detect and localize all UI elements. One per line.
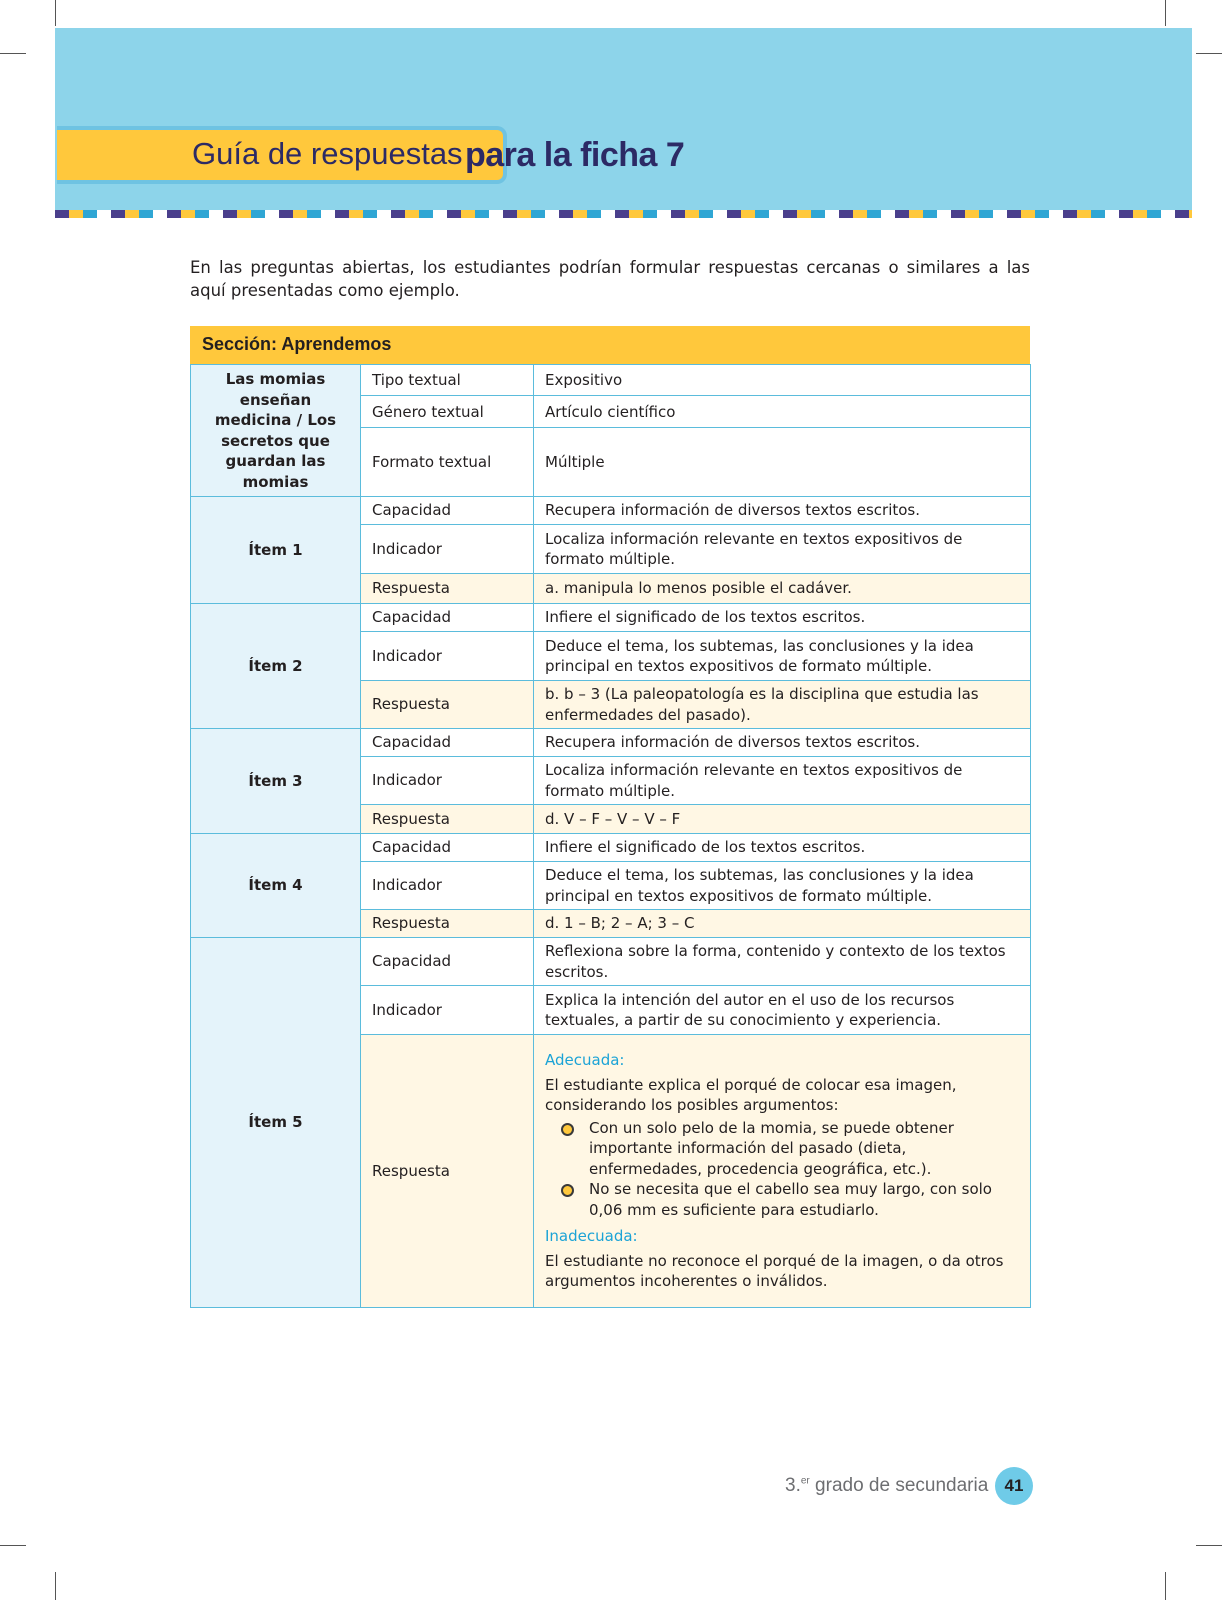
title-pill (57, 126, 507, 184)
adecuada-text: El estudiante explica el porqué de colocar esa imagen, considerando los posibles argumentos: (545, 1075, 957, 1115)
table-row (191, 938, 1031, 986)
crop-mark (0, 1545, 26, 1546)
row-value: Deduce el tema, los subtemas, las conclusiones y la idea principal en textos expositivos de formato múltiple. (534, 632, 1031, 681)
row-label: Capacidad (361, 834, 534, 862)
row-label: Capacidad (361, 729, 534, 757)
grade-number: 3. (785, 1475, 801, 1496)
grade-label (785, 1475, 988, 1497)
page-title-left: Guía de respuestas (192, 136, 463, 171)
answer-sheet (190, 326, 1030, 1308)
row-value: b. b – 3 (La paleopatología es la disciplina que estudia las enfermedades del pasado). (534, 681, 1031, 729)
answer-table (190, 364, 1031, 1308)
row-value: Localiza información relevante en textos expositivos de formato múltiple. (534, 525, 1031, 574)
row-value: Explica la intención del autor en el uso de los recursos textuales, a partir de su conocimiento y experiencia. (534, 986, 1031, 1035)
item-title: Ítem 1 (191, 497, 361, 604)
row-label: Capacidad (361, 497, 534, 525)
row-value: Expositivo (534, 365, 1031, 396)
crop-mark (1196, 1545, 1222, 1546)
row-label: Formato textual (361, 428, 534, 497)
row-label: Capacidad (361, 604, 534, 632)
row-value: d. V – F – V – V – F (534, 805, 1031, 834)
row-label: Indicador (361, 986, 534, 1035)
table-row (191, 834, 1031, 862)
adecuada-label: Adecuada: (545, 1051, 625, 1070)
header-banner (55, 28, 1192, 218)
crop-mark (1165, 0, 1166, 26)
row-value: Artículo científico (534, 396, 1031, 428)
crop-mark (1165, 1572, 1166, 1600)
row-label: Indicador (361, 525, 534, 574)
row-value: d. 1 – B; 2 – A; 3 – C (534, 910, 1031, 938)
row-value: Recupera información de diversos textos escritos. (534, 497, 1031, 525)
row-value: Recupera información de diversos textos escritos. (534, 729, 1031, 757)
inadecuada-label: Inadecuada: (545, 1227, 638, 1246)
row-label: Respuesta (361, 805, 534, 834)
item-title: Ítem 3 (191, 729, 361, 834)
row-value: Infiere el significado de los textos escritos. (534, 834, 1031, 862)
item-title: Ítem 2 (191, 604, 361, 729)
table-row (191, 497, 1031, 525)
row-label: Respuesta (361, 681, 534, 729)
dashed-divider (55, 210, 1192, 218)
argument-list (545, 1118, 1019, 1221)
page-number-badge: 41 (995, 1467, 1033, 1505)
crop-mark (0, 53, 26, 54)
list-item: No se necesita que el cabello sea muy largo, con solo 0,06 mm es suficiente para estudiarlo. (545, 1179, 1019, 1220)
list-item: Con un solo pelo de la momia, se puede obtener importante información del pasado (dieta, enfermedades, procedencia geográfica, etc.). (545, 1118, 1019, 1180)
row-value: Infiere el significado de los textos escritos. (534, 604, 1031, 632)
row-value: Reflexiona sobre la forma, contenido y contexto de los textos escritos. (534, 938, 1031, 986)
crop-mark (1196, 53, 1222, 54)
row-label: Respuesta (361, 574, 534, 604)
row-label: Indicador (361, 632, 534, 681)
crop-mark (55, 0, 56, 26)
row-value: Múltiple (534, 428, 1031, 497)
row-label: Capacidad (361, 938, 534, 986)
grade-ordinal: er (800, 1475, 810, 1487)
row-value: Deduce el tema, los subtemas, las conclusiones y la idea principal en textos expositivos de formato múltiple. (534, 862, 1031, 910)
table-row (191, 729, 1031, 757)
crop-mark (55, 1572, 56, 1600)
row-value: Localiza información relevante en textos expositivos de formato múltiple. (534, 757, 1031, 805)
row-label: Indicador (361, 862, 534, 910)
row-label: Respuesta (361, 910, 534, 938)
item-title: Ítem 4 (191, 834, 361, 938)
page-footer (785, 1467, 1035, 1507)
page-title-right: para la ficha 7 (465, 136, 685, 174)
row-label: Tipo textual (361, 365, 534, 396)
row-value: a. manipula lo menos posible el cadáver. (534, 574, 1031, 604)
intro-paragraph: En las preguntas abiertas, los estudiantes podrían formular respuestas cercanas o similares a las aquí presentadas como ejemplo. (190, 258, 1030, 300)
reading-title: Las momias enseñan medicina / Los secretos que guardan las momias (191, 365, 361, 497)
row-label: Género textual (361, 396, 534, 428)
row-label: Respuesta (361, 1035, 534, 1308)
section-header: Sección: Aprendemos (190, 326, 1030, 364)
respuesta-detail (534, 1035, 1031, 1308)
table-row (191, 365, 1031, 396)
row-label: Indicador (361, 757, 534, 805)
item-title: Ítem 5 (191, 938, 361, 1308)
grade-text: grado de secundaria (809, 1475, 989, 1496)
inadecuada-text: El estudiante no reconoce el porqué de la imagen, o da otros argumentos incoherentes o inválidos. (545, 1251, 1004, 1291)
table-row (191, 604, 1031, 632)
